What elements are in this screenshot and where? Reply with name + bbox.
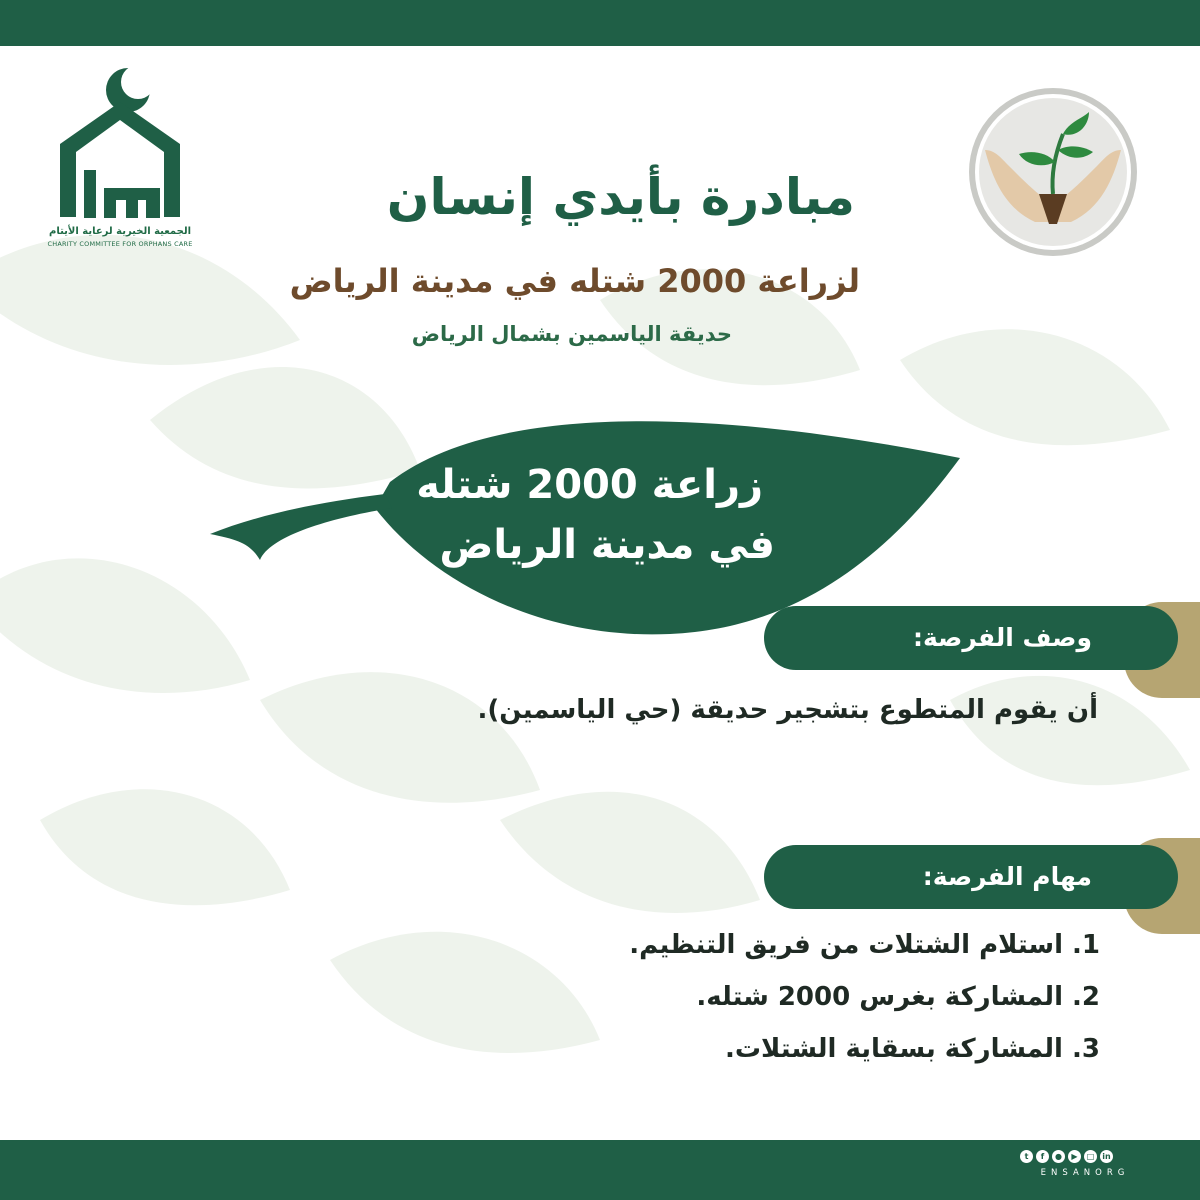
page-title: مبادرة بأيدي إنسان <box>386 168 855 226</box>
instagram-icon[interactable]: □ <box>1084 1150 1097 1163</box>
description-text: أن يقوم المتطوع بتشجير حديقة (حي الياسمين). <box>477 695 1098 725</box>
location-text: حديقة الياسمين بشمال الرياض <box>411 322 732 346</box>
task-item: 1. استلام الشتلات من فريق التنظيم. <box>629 930 1100 960</box>
facebook-icon[interactable]: f <box>1036 1150 1049 1163</box>
snapchat-icon[interactable]: ● <box>1052 1150 1065 1163</box>
linkedin-icon[interactable]: in <box>1100 1150 1113 1163</box>
charity-logo <box>40 62 200 252</box>
twitter-icon[interactable]: t <box>1020 1150 1033 1163</box>
seedling-hands-emblem <box>965 84 1141 260</box>
social-handle: ENSANORG <box>1040 1168 1130 1178</box>
task-item: 3. المشاركة بسقاية الشتلات. <box>724 1034 1100 1064</box>
leaf-text-line1: زراعة 2000 شتله <box>416 462 763 508</box>
page-subtitle: لزراعة 2000 شتله في مدينة الرياض <box>289 262 860 300</box>
leaf-text-line2: في مدينة الرياض <box>439 522 775 568</box>
logo-arabic-caption: الجمعية الخيرية لرعاية الأيتام <box>48 226 192 237</box>
tasks-heading: مهام الفرصة: <box>764 845 1178 909</box>
description-heading: وصف الفرصة: <box>764 606 1178 670</box>
task-item: 2. المشاركة بغرس 2000 شتله. <box>696 982 1100 1012</box>
youtube-icon[interactable]: ▶ <box>1068 1150 1081 1163</box>
logo-english-caption: CHARITY COMMITTEE FOR ORPHANS CARE <box>47 240 193 248</box>
social-links <box>1020 1150 1150 1178</box>
